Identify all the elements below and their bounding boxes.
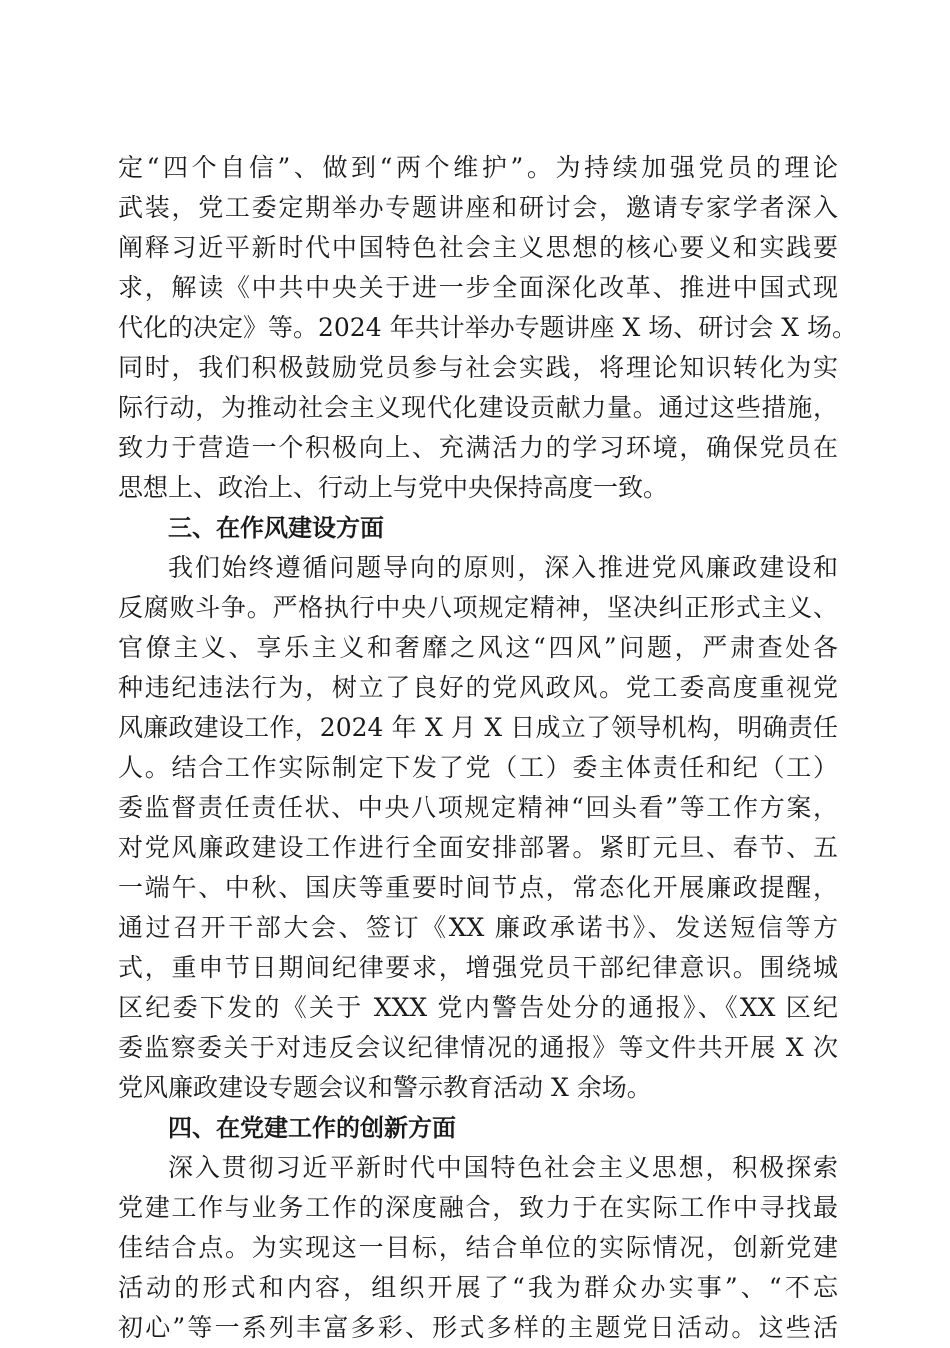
text-line: 委监察委关于对违反会议纪律情况的通报》等文件共开展 X 次 (118, 1033, 838, 1062)
text-line: 初心”等一系列丰富多彩、形式多样的主题党日活动。这些活 (118, 1313, 838, 1342)
section-heading-innovation: 四、在党建工作的创新方面 (168, 1114, 456, 1142)
text-line: 党风廉政建设专题会议和警示教育活动 X 余场。 (118, 1073, 652, 1102)
text-line: 际行动，为推动社会主义现代化建设贡献力量。通过这些措施， (118, 393, 838, 422)
text-line: 求，解读《中共中央关于进一步全面深化改革、推进中国式现 (118, 273, 838, 302)
section-heading-work-style: 三、在作风建设方面 (168, 514, 384, 542)
text-line: 我们始终遵循问题导向的原则，深入推进党风廉政建设和 (168, 553, 838, 582)
text-line: 同时，我们积极鼓励党员参与社会实践，将理论知识转化为实 (118, 353, 838, 382)
text-line: 党建工作与业务工作的深度融合，致力于在实际工作中寻找最 (118, 1193, 838, 1222)
paragraph-innovation (118, 1148, 838, 1348)
text-line: 思想上、政治上、行动上与党中央保持高度一致。 (118, 473, 669, 502)
paragraph-theory-study (118, 148, 857, 508)
document-body (118, 148, 857, 1348)
text-line: 官僚主义、享乐主义和奢靡之风这“四风”问题，严肃查处各 (118, 633, 838, 662)
text-line: 阐释习近平新时代中国特色社会主义思想的核心要义和实践要 (118, 233, 838, 262)
paragraph-work-style (118, 548, 838, 1108)
text-line: 风廉政建设工作，2024 年 X 月 X 日成立了领导机构，明确责任 (118, 713, 838, 742)
text-line: 通过召开干部大会、签订《XX 廉政承诺书》、发送短信等方 (118, 913, 838, 942)
text-line: 区纪委下发的《关于 XXX 党内警告处分的通报》、《XX 区纪 (118, 993, 838, 1022)
text-line: 佳结合点。为实现这一目标，结合单位的实际情况，创新党建 (118, 1233, 838, 1262)
text-line: 人。结合工作实际制定下发了党（工）委主体责任和纪（工） (118, 753, 838, 782)
text-line: 代化的决定》等。2024 年共计举办专题讲座 X 场、研讨会 X 场。 (118, 313, 857, 342)
text-line: 一端午、中秋、国庆等重要时间节点，常态化开展廉政提醒， (118, 873, 838, 902)
text-line: 深入贯彻习近平新时代中国特色社会主义思想，积极探索 (168, 1153, 838, 1182)
text-line: 活动的形式和内容，组织开展了“我为群众办实事”、“不忘 (118, 1273, 838, 1302)
text-line: 致力于营造一个积极向上、充满活力的学习环境，确保党员在 (118, 433, 838, 462)
text-line: 式，重申节日期间纪律要求，增强党员干部纪律意识。围绕城 (118, 953, 838, 982)
text-line: 种违纪违法行为，树立了良好的党风政风。党工委高度重视党 (118, 673, 838, 702)
text-line: 委监督责任责任状、中央八项规定精神“回头看”等工作方案， (118, 793, 838, 822)
text-line: 反腐败斗争。严格执行中央八项规定精神，坚决纠正形式主义、 (118, 593, 838, 622)
text-line: 武装，党工委定期举办专题讲座和研讨会，邀请专家学者深入 (118, 193, 838, 222)
text-line: 定“四个自信”、做到“两个维护”。为持续加强党员的理论 (118, 153, 838, 182)
text-line: 对党风廉政建设工作进行全面安排部署。紧盯元旦、春节、五 (118, 833, 838, 862)
